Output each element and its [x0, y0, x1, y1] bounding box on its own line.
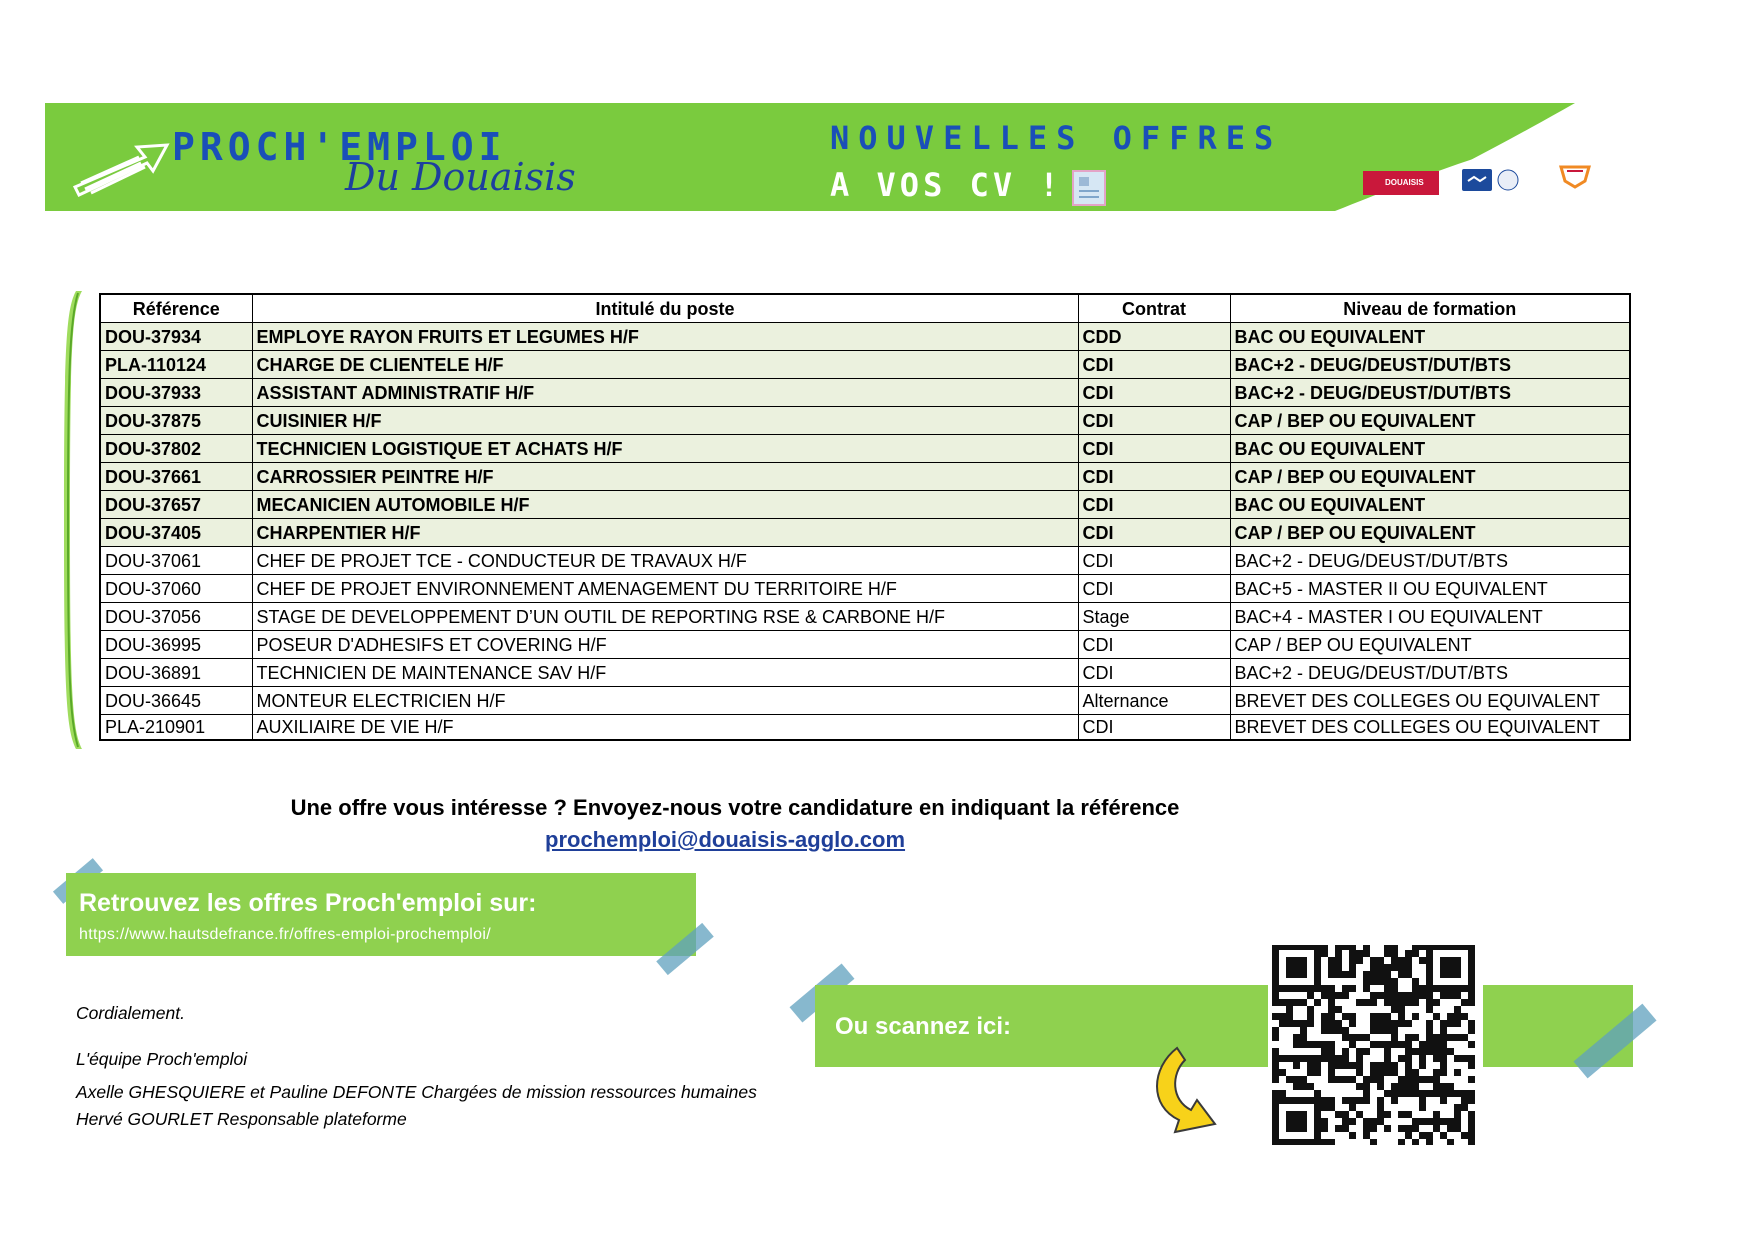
table-row [100, 603, 1630, 631]
cell-contract: CDI [1078, 659, 1230, 687]
cell-contract: Alternance [1078, 687, 1230, 715]
qr-code-icon [1268, 945, 1483, 1145]
table-row [100, 379, 1630, 407]
cell-job-title: ASSISTANT ADMINISTRATIF H/F [252, 379, 1078, 407]
cell-education-level: BAC+4 - MASTER I OU EQUIVALENT [1230, 603, 1630, 631]
cell-education-level: CAP / BEP OU EQUIVALENT [1230, 631, 1630, 659]
cell-job-title: POSEUR D'ADHESIFS ET COVERING H/F [252, 631, 1078, 659]
header-education-level: Niveau de formation [1230, 294, 1630, 323]
cell-contract: CDI [1078, 407, 1230, 435]
cell-reference: DOU-37802 [100, 435, 252, 463]
table-row [100, 631, 1630, 659]
headline: NOUVELLES OFFRES [830, 119, 1283, 157]
qr-code[interactable] [1268, 945, 1483, 1145]
cell-education-level: CAP / BEP OU EQUIVALENT [1230, 407, 1630, 435]
find-offers-box [66, 873, 696, 956]
header-banner [45, 103, 1625, 211]
cell-job-title: CHARGE DE CLIENTELE H/F [252, 351, 1078, 379]
cell-contract: CDI [1078, 547, 1230, 575]
header-contract: Contrat [1078, 294, 1230, 323]
coeur-ostrevent-logo [1555, 161, 1610, 203]
cell-job-title: TECHNICIEN LOGISTIQUE ET ACHATS H/F [252, 435, 1078, 463]
cell-contract: CDD [1078, 323, 1230, 351]
cell-job-title: MECANICIEN AUTOMOBILE H/F [252, 491, 1078, 519]
brand-subtitle: Du Douaisis [345, 155, 576, 199]
table-row [100, 687, 1630, 715]
cell-contract: CDI [1078, 435, 1230, 463]
cell-job-title: CHEF DE PROJET ENVIRONNEMENT AMENAGEMENT DU TERRITOIRE H/F [252, 575, 1078, 603]
cell-contract: CDI [1078, 379, 1230, 407]
cell-education-level: BAC OU EQUIVALENT [1230, 323, 1630, 351]
cell-job-title: CUISINIER H/F [252, 407, 1078, 435]
cell-job-title: CARROSSIER PEINTRE H/F [252, 463, 1078, 491]
cell-reference: DOU-36645 [100, 687, 252, 715]
table-row [100, 491, 1630, 519]
cell-contract: CDI [1078, 519, 1230, 547]
offers-table [99, 293, 1631, 741]
douaisis-logo-text: DOUAISIS [1385, 178, 1424, 187]
cell-education-level: BAC+2 - DEUG/DEUST/DUT/BTS [1230, 659, 1630, 687]
cell-reference: PLA-110124 [100, 351, 252, 379]
cell-education-level: BAC OU EQUIVALENT [1230, 435, 1630, 463]
cell-reference: DOU-37061 [100, 547, 252, 575]
cv-document-icon [1073, 171, 1105, 205]
douaisis-logo [1363, 171, 1439, 195]
email-link[interactable]: prochemploi@douaisis-agglo.com [545, 827, 906, 852]
cell-job-title: STAGE DE DEVELOPPEMENT D’UN OUTIL DE REPORTING RSE & CARBONE H/F [252, 603, 1078, 631]
cell-reference: DOU-37933 [100, 379, 252, 407]
cell-education-level: BAC+2 - DEUG/DEUST/DUT/BTS [1230, 379, 1630, 407]
cell-reference: DOU-37405 [100, 519, 252, 547]
table-row [100, 463, 1630, 491]
cell-job-title: EMPLOYE RAYON FRUITS ET LEGUMES H/F [252, 323, 1078, 351]
cell-education-level: BAC+5 - MASTER II OU EQUIVALENT [1230, 575, 1630, 603]
table-row [100, 323, 1630, 351]
cell-job-title: AUXILIAIRE DE VIE H/F [252, 715, 1078, 741]
cell-contract: Stage [1078, 603, 1230, 631]
cell-contract: CDI [1078, 463, 1230, 491]
curved-arrow-icon [1145, 1040, 1245, 1140]
cell-education-level: BAC OU EQUIVALENT [1230, 491, 1630, 519]
handshake-icon [1460, 165, 1526, 195]
table-row [100, 575, 1630, 603]
table-row [100, 715, 1630, 741]
cell-reference: DOU-37657 [100, 491, 252, 519]
cell-reference: DOU-37934 [100, 323, 252, 351]
cell-contract: CDI [1078, 715, 1230, 741]
cell-reference: DOU-37060 [100, 575, 252, 603]
cell-education-level: CAP / BEP OU EQUIVALENT [1230, 519, 1630, 547]
table-row [100, 659, 1630, 687]
cell-job-title: TECHNICIEN DE MAINTENANCE SAV H/F [252, 659, 1078, 687]
cta-text: Une offre vous intéresse ? Envoyez-nous votre candidature en indiquant la référence [290, 795, 1180, 820]
cell-education-level: BAC+2 - DEUG/DEUST/DUT/BTS [1230, 547, 1630, 575]
cell-education-level: BREVET DES COLLEGES OU EQUIVALENT [1230, 715, 1630, 741]
cell-contract: CDI [1078, 491, 1230, 519]
cell-education-level: CAP / BEP OU EQUIVALENT [1230, 463, 1630, 491]
table-row [100, 351, 1630, 379]
cell-job-title: MONTEUR ELECTRICIEN H/F [252, 687, 1078, 715]
cell-reference: DOU-37661 [100, 463, 252, 491]
cell-reference: DOU-37056 [100, 603, 252, 631]
signature-line-1: Axelle GHESQUIERE et Pauline DEFONTE Chargées de mission ressources humaines [76, 1082, 757, 1102]
cell-education-level: BAC+2 - DEUG/DEUST/DUT/BTS [1230, 351, 1630, 379]
find-offers-title: Retrouvez les offres Proch'emploi sur: [79, 889, 537, 917]
table-header-row [100, 294, 1630, 323]
signature-team: L'équipe Proch'emploi [76, 1049, 248, 1069]
cell-reference: PLA-210901 [100, 715, 252, 741]
heart-logo-icon [1555, 161, 1595, 191]
signature-line-2: Hervé GOURLET Responsable plateforme [76, 1109, 407, 1129]
cell-reference: DOU-37875 [100, 407, 252, 435]
table-row [100, 519, 1630, 547]
cell-job-title: CHEF DE PROJET TCE - CONDUCTEUR DE TRAVAUX H/F [252, 547, 1078, 575]
cell-reference: DOU-36891 [100, 659, 252, 687]
cell-contract: CDI [1078, 575, 1230, 603]
prochemploi-logo [1460, 165, 1526, 195]
cell-reference: DOU-36995 [100, 631, 252, 659]
cell-job-title: CHARPENTIER H/F [252, 519, 1078, 547]
header-reference: Référence [100, 294, 252, 323]
scan-label: Ou scannez ici: [835, 1013, 1012, 1040]
decorative-green-bracket [58, 289, 84, 751]
subheadline: A VOS CV ! [830, 166, 1063, 204]
signature-greeting: Cordialement. [76, 1003, 185, 1023]
cell-contract: CDI [1078, 351, 1230, 379]
brand-title: PROCH'EMPLOI [172, 125, 507, 169]
cell-contract: CDI [1078, 631, 1230, 659]
cell-education-level: BREVET DES COLLEGES OU EQUIVALENT [1230, 687, 1630, 715]
find-offers-url[interactable]: https://www.hautsdefrance.fr/offres-emploi-prochemploi/ [79, 926, 491, 943]
table-row [100, 435, 1630, 463]
header-job-title: Intitulé du poste [252, 294, 1078, 323]
table-row [100, 547, 1630, 575]
table-row [100, 407, 1630, 435]
